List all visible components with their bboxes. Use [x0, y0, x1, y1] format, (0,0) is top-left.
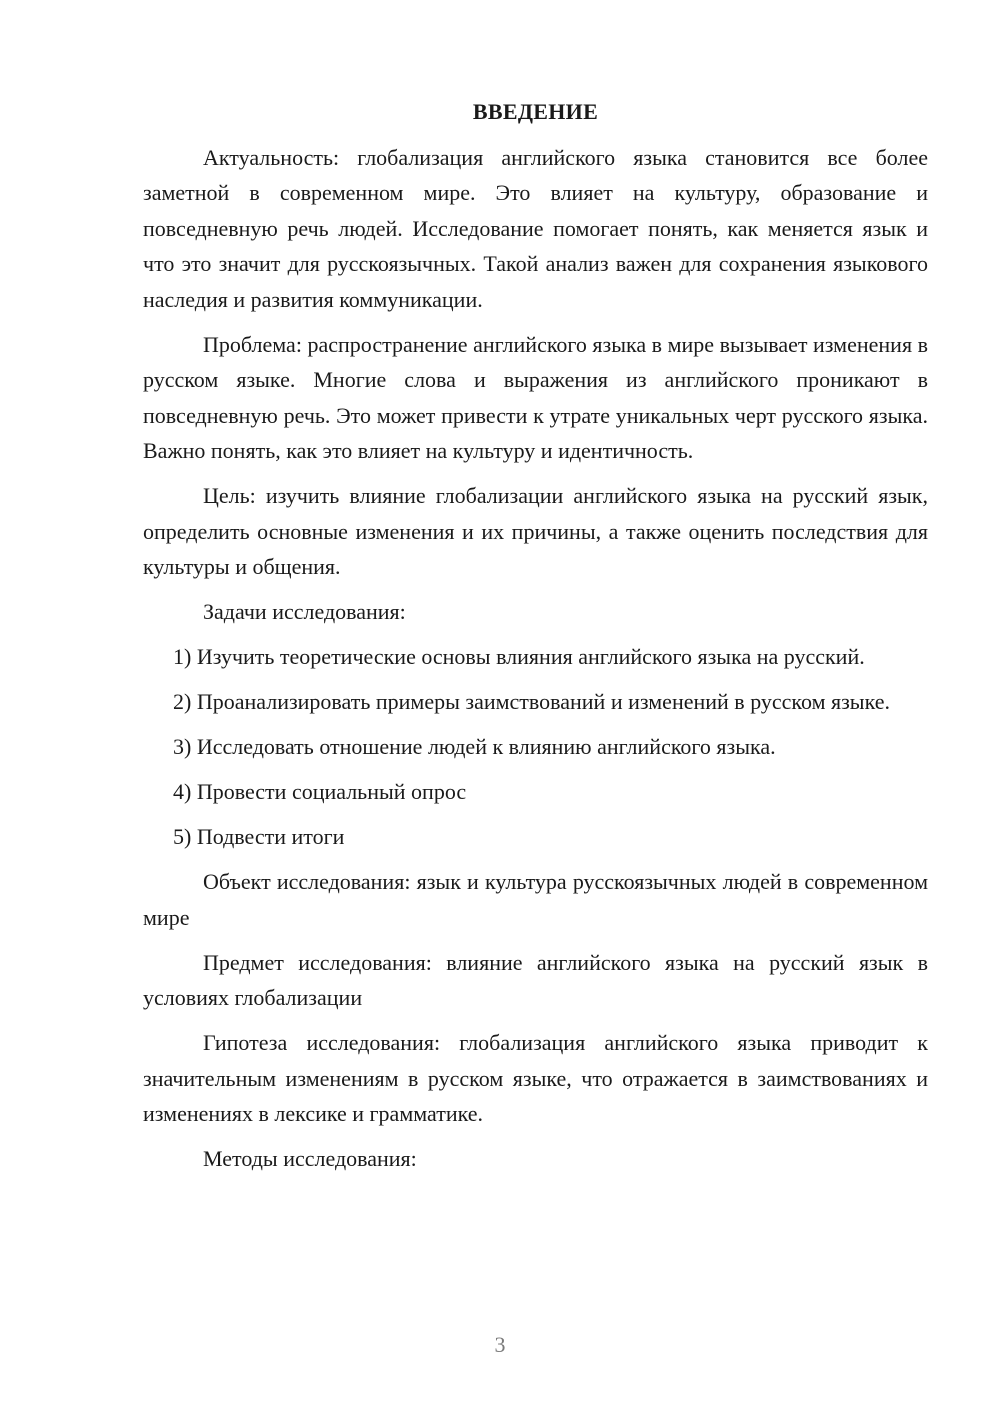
- list-item: 4) Провести социальный опрос: [173, 779, 467, 804]
- list-item: 3) Исследовать отношение людей к влиянию английского языка.: [173, 734, 776, 759]
- paragraph-hypothesis: Гипотеза исследования: глобализация английского языка приводит к значительным изменениям в русском языке, что отражается в заимствованиях и изменениях в лексике и грамматике.: [143, 1030, 928, 1126]
- list-item: 2) Проанализировать примеры заимствований и изменений в русском языке.: [173, 689, 890, 714]
- paragraph-object: Объект исследования: язык и культура русскоязычных людей в современном мире: [143, 869, 928, 930]
- paragraph-relevance: Актуальность: глобализация английского языка становится все более заметной в современном мире. Это влияет на культуру, образование и повседневную речь людей. Исследование помогает понять, как меняется язык и что это значит для русскоязычных. Такой анализ важен для сохранения языкового наследия и развития коммуникации.: [143, 144, 928, 312]
- paragraph-goal: Цель: изучить влияние глобализации английского языка на русский язык, определить основные изменения и их причины, а также оценить последствия для культуры и общения.: [143, 483, 928, 579]
- document-page: [143, 94, 928, 1186]
- section-heading: ВВЕДЕНИЕ: [472, 99, 599, 124]
- paragraph-tasks-label: Задачи исследования:: [203, 599, 406, 624]
- paragraph-problem: Проблема: распространение английского языка в мире вызывает изменения в русском языке. Многие слова и выражения из английского проникают в повседневную речь. Это может привести к утрате уникальных черт русского языка. Важно понять, как это влияет на культуру и идентичность.: [143, 331, 928, 463]
- paragraph-subject: Предмет исследования: влияние английского языка на русский язык в условиях глобализации: [143, 949, 928, 1010]
- list-item: 5) Подвести итоги: [173, 824, 345, 849]
- page-number: 3: [494, 1332, 506, 1357]
- list-item: 1) Изучить теоретические основы влияния английского языка на русский.: [173, 644, 865, 669]
- paragraph-methods: Методы исследования:: [203, 1146, 417, 1171]
